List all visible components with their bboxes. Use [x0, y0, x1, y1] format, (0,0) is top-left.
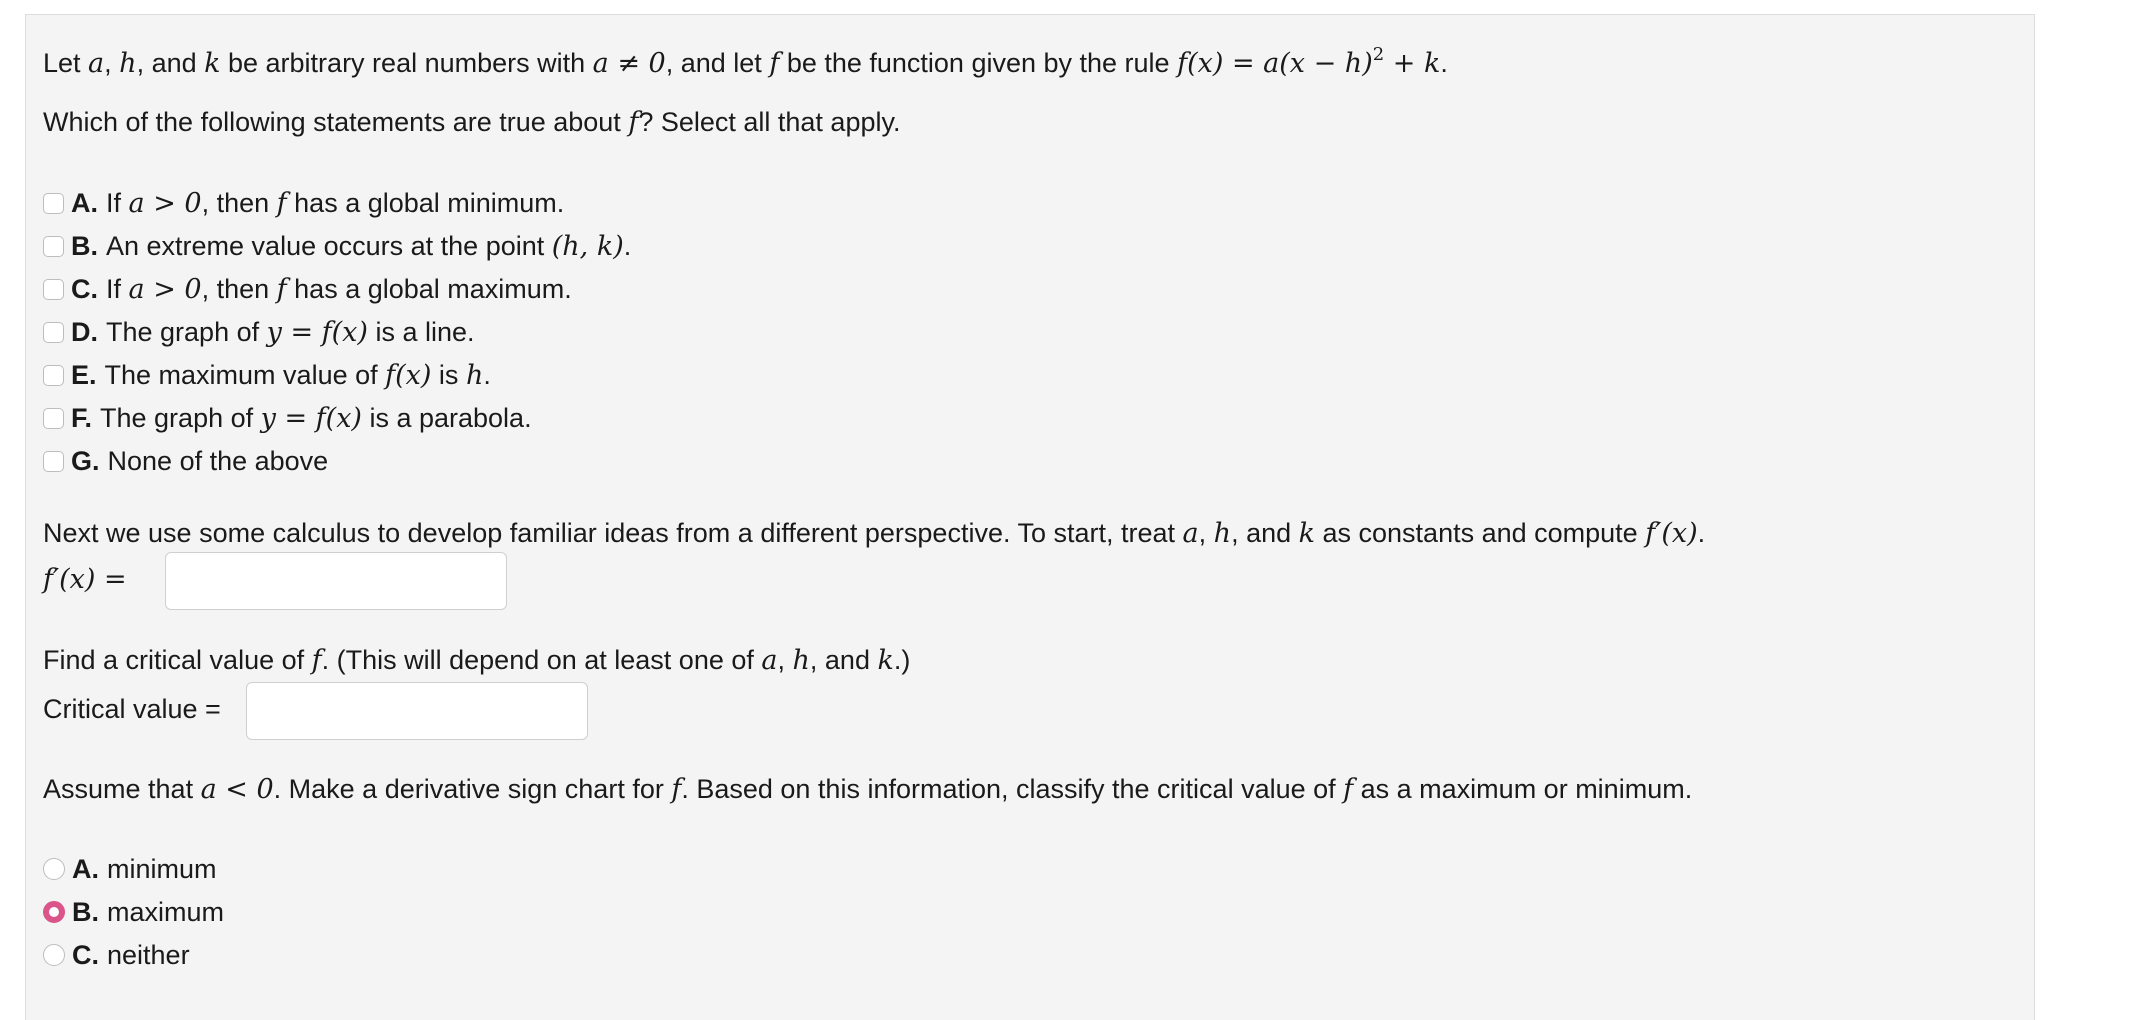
option-letter: C.: [72, 940, 99, 970]
math-k: k: [204, 48, 221, 79]
checkbox-option-b[interactable]: [43, 229, 631, 264]
question-text: . Based on this information, classify the critical value of: [681, 774, 1344, 804]
math-fprime: f′(x): [1645, 518, 1698, 549]
math-k: k: [1298, 518, 1315, 549]
math-rule: f(x) = a(x − h): [1177, 48, 1373, 79]
option-label: has a global maximum.: [286, 274, 572, 304]
radio-button[interactable]: [43, 944, 65, 966]
comma: ,: [777, 645, 793, 675]
intro-text: , and: [136, 48, 205, 78]
checkbox-option-d[interactable]: [43, 315, 475, 350]
radio-button[interactable]: [43, 858, 65, 880]
math-a: a: [88, 48, 105, 79]
checkbox-option-e[interactable]: [43, 358, 491, 393]
math-a: a: [1182, 518, 1199, 549]
question-text: as constants and compute: [1315, 518, 1646, 548]
checkbox[interactable]: [43, 236, 64, 257]
radio-option-a[interactable]: [43, 852, 217, 886]
math-f: f: [671, 774, 682, 805]
radio-button-selected[interactable]: [43, 901, 65, 923]
math-h: h: [792, 645, 810, 676]
math-h: h: [119, 48, 137, 79]
math-h: h: [1213, 518, 1232, 549]
option-label: , then: [201, 188, 277, 218]
checkbox[interactable]: [43, 408, 64, 429]
option-letter: B.: [72, 897, 99, 927]
derivative-label: f′(x) =: [43, 564, 127, 595]
option-letter: D.: [71, 317, 98, 347]
option-label: neither: [107, 940, 190, 970]
math-a: a: [761, 645, 778, 676]
option-text: [71, 229, 631, 264]
question-text: .): [893, 645, 911, 675]
option-text: [71, 401, 532, 436]
option-label: .: [483, 360, 491, 390]
period: .: [1697, 518, 1706, 548]
option-math: f: [276, 188, 287, 219]
option-text: [71, 186, 564, 221]
math-f: f: [769, 48, 780, 79]
question-text: as a maximum or minimum.: [1353, 774, 1693, 804]
question-text: Next we use some calculus to develop familiar ideas from a different perspective. To start, treat: [43, 518, 1183, 548]
question-text: Find a critical value of: [43, 645, 312, 675]
checkbox[interactable]: [43, 365, 64, 386]
checkbox-option-c[interactable]: [43, 272, 572, 307]
math-condition: a < 0: [200, 774, 274, 805]
option-math: a > 0: [128, 188, 202, 219]
question-text: Assume that: [43, 774, 201, 804]
question-text: ? Select all that apply.: [638, 107, 901, 137]
checkbox-option-a[interactable]: [43, 186, 564, 221]
question-text: . Make a derivative sign chart for: [273, 774, 672, 804]
checkbox[interactable]: [43, 279, 64, 300]
math-condition: a ≠ 0: [592, 48, 666, 79]
option-text: [71, 444, 328, 478]
math-f: f: [628, 107, 639, 138]
question-text: Which of the following statements are true about: [43, 107, 629, 137]
intro-text: be arbitrary real numbers with: [220, 48, 593, 78]
math-rule-tail: + k: [1384, 48, 1441, 79]
option-letter: G.: [71, 446, 100, 476]
option-math: f(x): [385, 360, 432, 391]
option-letter: F.: [71, 403, 93, 433]
option-text: [71, 315, 475, 350]
radio-option-c[interactable]: [43, 938, 190, 972]
question-critical-value: [43, 643, 910, 678]
option-text: [71, 272, 572, 307]
checkbox[interactable]: [43, 322, 64, 343]
option-letter: A.: [72, 854, 99, 884]
problem-intro: [43, 38, 1448, 81]
option-label: .: [623, 231, 632, 261]
checkbox[interactable]: [43, 451, 64, 472]
question-select-all: [43, 105, 900, 140]
question-derivative: [43, 516, 1705, 551]
intro-text: , and let: [665, 48, 770, 78]
option-label: The maximum value of: [104, 360, 386, 390]
critical-value-label: Critical value =: [43, 694, 221, 724]
question-classify: [43, 772, 1692, 807]
option-label: None of the above: [107, 446, 329, 476]
question-text: , and: [1231, 518, 1299, 548]
option-letter: A.: [71, 188, 98, 218]
option-math: (h, k): [551, 231, 624, 262]
intro-text: Let: [43, 48, 89, 78]
option-math: h: [465, 360, 484, 391]
critical-value-input[interactable]: [246, 682, 588, 740]
math-f: f: [311, 645, 322, 676]
option-letter: C.: [71, 274, 98, 304]
option-label: The graph of: [106, 317, 267, 347]
period: .: [1440, 48, 1448, 78]
option-label: minimum: [107, 854, 217, 884]
option-label: is a parabola.: [361, 403, 532, 433]
question-text: , and: [809, 645, 878, 675]
radio-option-b[interactable]: [43, 895, 224, 929]
option-label: If: [106, 274, 129, 304]
option-label: has a global minimum.: [286, 188, 565, 218]
option-math: f: [276, 274, 287, 305]
option-label: is: [431, 360, 466, 390]
option-label: If: [106, 188, 129, 218]
option-label: is a line.: [367, 317, 475, 347]
math-exponent: 2: [1372, 44, 1385, 65]
option-letter: E.: [71, 360, 97, 390]
option-label: , then: [201, 274, 277, 304]
checkbox[interactable]: [43, 193, 64, 214]
option-letter: B.: [71, 231, 98, 261]
comma: ,: [104, 48, 120, 78]
option-math: y = f(x): [260, 403, 362, 434]
checkbox-option-g[interactable]: [43, 444, 328, 478]
intro-text: be the function given by the rule: [779, 48, 1178, 78]
option-text: [71, 358, 491, 393]
option-label: An extreme value occurs at the point: [106, 231, 552, 261]
option-math: a > 0: [128, 274, 202, 305]
option-math: y = f(x): [266, 317, 368, 348]
math-k: k: [877, 645, 894, 676]
question-text: . (This will depend on at least one of: [321, 645, 762, 675]
option-label: maximum: [107, 897, 225, 927]
checkbox-option-f[interactable]: [43, 401, 532, 436]
option-label: The graph of: [100, 403, 261, 433]
math-f: f: [1343, 774, 1354, 805]
comma: ,: [1198, 518, 1214, 548]
derivative-answer-input[interactable]: [165, 552, 507, 610]
